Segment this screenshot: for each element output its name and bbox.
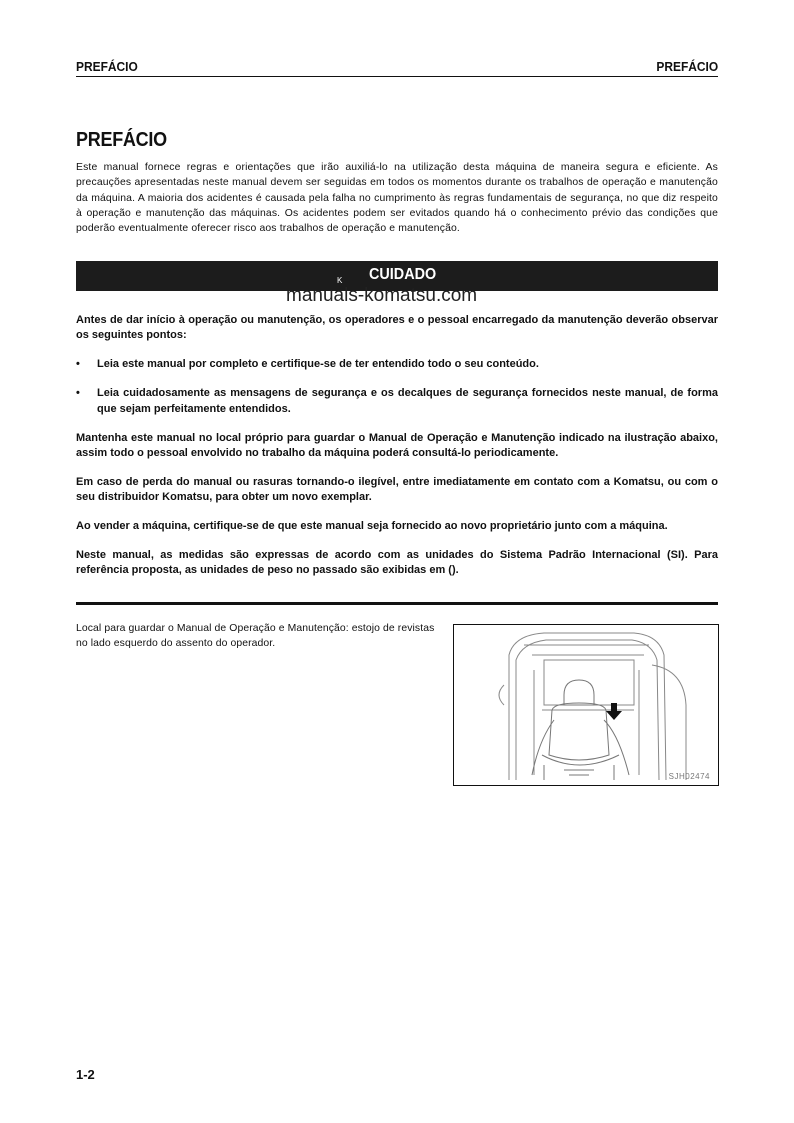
- bullet-icon: •: [76, 358, 80, 371]
- bullet-item: [76, 386, 718, 417]
- down-arrow-icon: [606, 703, 622, 720]
- figure-caption: Local para guardar o Manual de Operação e Manutenção: estojo de revistas no lado esquerdo do assento do operador.: [76, 623, 435, 649]
- bullet-text: Leia este manual por completo e certifique-se de ter entendido todo o seu conteúdo.: [97, 358, 539, 371]
- body-paragraph: Neste manual, as medidas são expressas de acordo com as unidades do Sistema Padrão Internacional (SI). Para referência proposta, as unidades de peso no passado são exibidas em ().: [76, 549, 718, 577]
- body-paragraph: Ao vender a máquina, certifique-se de que este manual seja fornecido ao novo proprietário junto com a máquina.: [76, 520, 668, 533]
- section-title: PREFÁCIO: [76, 129, 167, 151]
- section-divider: [76, 602, 718, 605]
- cab-illustration: [453, 624, 719, 786]
- caution-body: [76, 313, 718, 592]
- caution-label: CUIDADO: [369, 266, 437, 283]
- bullet-icon: •: [76, 387, 80, 400]
- header-right-title: PREFÁCIO: [656, 59, 718, 74]
- intro-paragraph: Este manual fornece regras e orientações que irão auxiliá-lo na utilização desta máquina de maneira segura e eficiente. As precauções apresentadas neste manual devem ser seguidas em todos os momentos durante os trabalhos de operação e manutenção da máquina. A maioria dos acidentes é causada pela falha no cumprimento às regras fundamentais de segurança, no que diz respeito à operação e manutenção das máquinas. Os acidentes podem ser evitados quando há o conhecimento prévio das condições que poderão eventualmente oferecer risco aos trabalhos de operação e manutenção.: [76, 162, 718, 235]
- warning-icon: K: [337, 276, 343, 285]
- watermark-link[interactable]: manuals-komatsu.com: [286, 285, 478, 306]
- figure-code: SJH02474: [668, 772, 710, 781]
- lead-paragraph: Antes de dar início à operação ou manutenção, os operadores e o pessoal encarregado da manutenção deverão observar os seguintes pontos:: [76, 314, 718, 342]
- header-left-title: PREFÁCIO: [76, 59, 138, 74]
- bullet-item: [76, 357, 718, 372]
- body-paragraph: Em caso de perda do manual ou rasuras tornando-o ilegível, entre imediatamente em contato com a Komatsu, ou com o seu distribuidor Komatsu, para obter um novo exemplar.: [76, 475, 718, 504]
- operator-cab-drawing: [454, 625, 718, 785]
- bullet-text: Leia cuidadosamente as mensagens de segurança e os decalques de segurança fornecidos neste manual, de forma que sejam perfeitamente entendidos.: [97, 387, 718, 415]
- body-paragraph: Mantenha este manual no local próprio para guardar o Manual de Operação e Manutenção indicado na ilustração abaixo, assim todo o pessoal envolvido no trabalho da máquina poderá consultá-lo periodicamente.: [76, 431, 718, 459]
- page-header: [76, 58, 718, 77]
- page-number: 1-2: [76, 1067, 95, 1082]
